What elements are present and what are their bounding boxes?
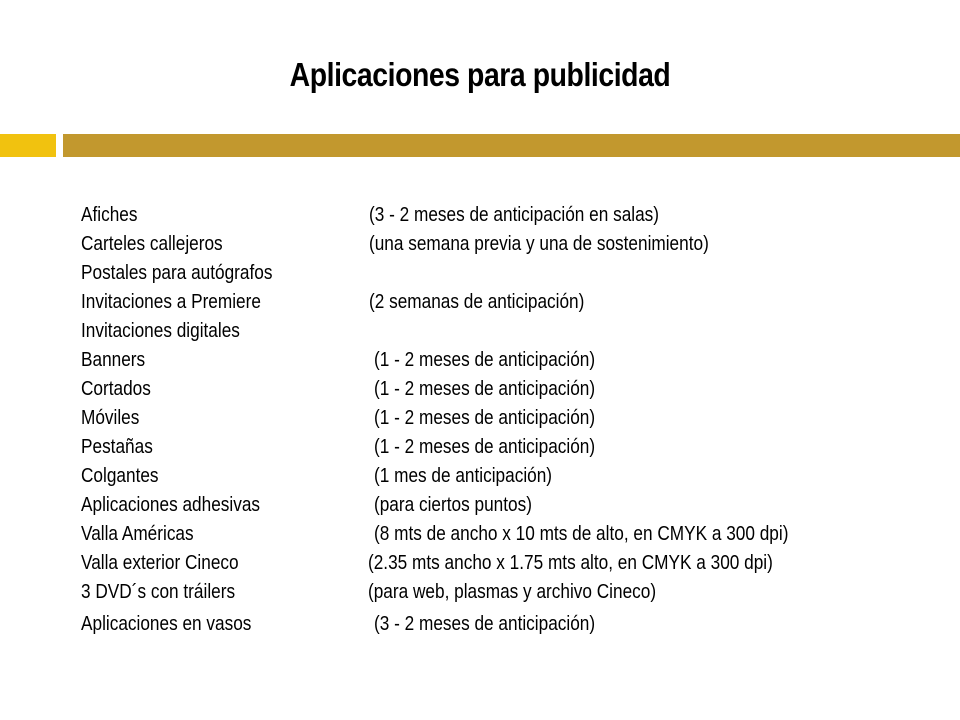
item-note: (para web, plasmas y archivo Cineco) (368, 580, 657, 603)
item-note: (para ciertos puntos) (374, 493, 532, 516)
item-label: 3 DVD´s con tráilers (81, 580, 236, 603)
item-note: (1 - 2 meses de anticipación) (374, 377, 596, 400)
item-note: (1 - 2 meses de anticipación) (374, 348, 596, 371)
accent-bar (0, 134, 56, 157)
item-label: Aplicaciones adhesivas (81, 493, 261, 516)
item-label: Aplicaciones en vasos (81, 612, 252, 635)
item-note: (1 - 2 meses de anticipación) (374, 406, 596, 429)
applications-list (81, 200, 941, 638)
item-note: (2.35 mts ancho x 1.75 mts alto, en CMYK a 300 dpi) (368, 551, 773, 574)
item-label: Carteles callejeros (81, 232, 223, 255)
item-label: Pestañas (81, 435, 153, 458)
item-label: Móviles (81, 406, 140, 429)
item-label: Invitaciones digitales (81, 319, 240, 342)
list-item-colgantes (81, 461, 941, 490)
item-label: Valla Américas (81, 522, 194, 545)
item-label: Colgantes (81, 464, 159, 487)
list-item-moviles (81, 403, 941, 432)
list-item-aplicaciones-vasos (81, 609, 941, 638)
list-item-valla-exterior (81, 548, 941, 577)
list-item-cortados (81, 374, 941, 403)
item-label: Cortados (81, 377, 151, 400)
item-label: Banners (81, 348, 146, 371)
list-item-dvds (81, 577, 941, 606)
item-label: Afiches (81, 203, 138, 226)
item-note: (1 - 2 meses de anticipación) (374, 435, 596, 458)
list-item-afiches (81, 200, 941, 229)
item-note: (8 mts de ancho x 10 mts de alto, en CMYK a 300 dpi) (374, 522, 789, 545)
slide-title: Aplicaciones para publicidad (289, 56, 671, 93)
list-item-banners (81, 345, 941, 374)
item-note: (3 - 2 meses de anticipación) (374, 612, 596, 635)
list-item-aplicaciones-adhesivas (81, 490, 941, 519)
list-item-pestanas (81, 432, 941, 461)
title-divider-bar (63, 134, 960, 157)
item-note: (3 - 2 meses de anticipación en salas) (369, 203, 660, 226)
list-item-invitaciones-premiere (81, 287, 941, 316)
item-label: Valla exterior Cineco (81, 551, 239, 574)
item-label: Postales para autógrafos (81, 261, 273, 284)
list-item-valla-americas (81, 519, 941, 548)
list-item-postales (81, 258, 941, 287)
item-note: (1 mes de anticipación) (374, 464, 553, 487)
list-item-carteles-callejeros (81, 229, 941, 258)
item-note: (una semana previa y una de sostenimiento) (369, 232, 709, 255)
item-label: Invitaciones a Premiere (81, 290, 261, 313)
item-note: (2 semanas de anticipación) (369, 290, 585, 313)
list-item-invitaciones-digitales (81, 316, 941, 345)
